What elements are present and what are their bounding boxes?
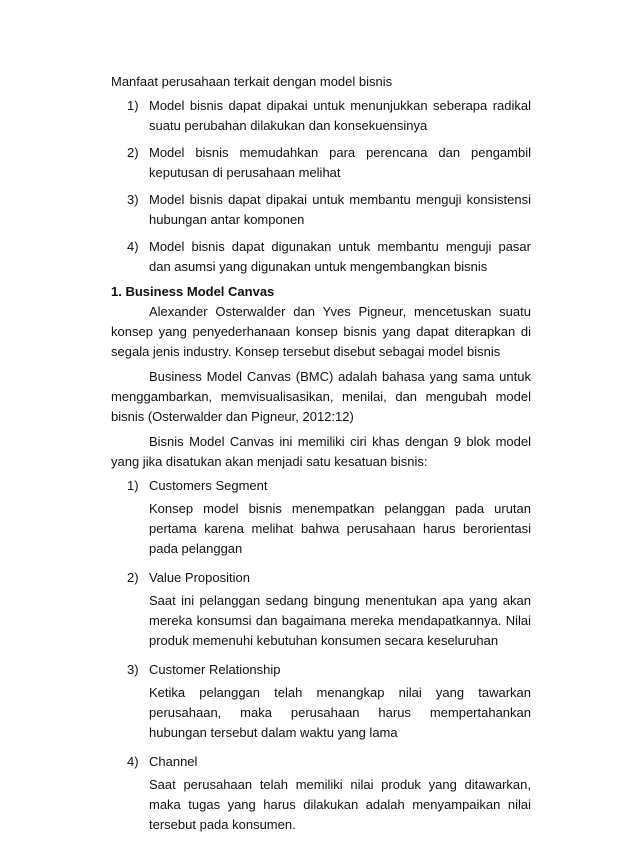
list-number: 2) <box>127 570 139 585</box>
benefit-item <box>111 190 531 230</box>
block-title: Customer Relationship <box>149 662 281 677</box>
list-number: 4) <box>127 754 139 769</box>
intro-line: Manfaat perusahaan terkait dengan model bisnis <box>111 74 393 89</box>
page-content <box>111 72 531 844</box>
block-description: Ketika pelanggan telah menangkap nilai yang tawarkan perusahaan, maka perusahaan harus mempertahankan hubungan tersebut dalam waktu yang lama <box>149 685 531 740</box>
list-number: 1) <box>127 98 139 113</box>
paragraph: Business Model Canvas (BMC) adalah bahasa yang sama untuk menggambarkan, memvisualisasikan, menilai, dan mengubah model bisnis (Osterwalder dan Pigneur, 2012:12) <box>111 369 531 424</box>
benefit-text: Model bisnis dapat dipakai untuk membantu menguji konsistensi hubungan antar komponen <box>149 192 531 227</box>
block-title: Value Proposition <box>149 570 250 585</box>
block-description: Saat ini pelanggan sedang bingung menentukan apa yang akan mereka konsumsi dan bagaimana mereka mendapatkannya. Nilai produk memenuhi kebutuhan konsumen secara keseluruhan <box>149 593 531 648</box>
section-heading: 1. Business Model Canvas <box>111 284 275 299</box>
list-number: 4) <box>127 239 139 254</box>
block-title: Channel <box>149 754 198 769</box>
canvas-blocks-list <box>111 476 531 835</box>
block-description: Saat perusahaan telah memiliki nilai produk yang ditawarkan, maka tugas yang harus dilakukan adalah menyampaikan nilai tersebut pada konsumen. <box>149 777 531 832</box>
list-number: 1) <box>127 478 139 493</box>
block-description: Konsep model bisnis menempatkan pelanggan pada urutan pertama karena melihat bahwa perusahaan harus berorientasi pada pelanggan <box>149 501 531 556</box>
list-number: 2) <box>127 145 139 160</box>
benefit-text: Model bisnis memudahkan para perencana dan pengambil keputusan di perusahaan melihat <box>149 145 531 180</box>
list-number: 3) <box>127 192 139 207</box>
canvas-block-item <box>111 752 531 835</box>
benefits-list <box>111 96 531 277</box>
benefit-text: Model bisnis dapat dipakai untuk menunjukkan seberapa radikal suatu perubahan dilakukan dan konsekuensinya <box>149 98 531 133</box>
paragraph: Alexander Osterwalder dan Yves Pigneur, mencetuskan suatu konsep yang penyederhanaan konsep bisnis yang dapat diterapkan di segala jenis industry. Konsep tersebut disebut sebagai model bisnis <box>111 304 531 359</box>
paragraph: Bisnis Model Canvas ini memiliki ciri khas dengan 9 blok model yang jika disatukan akan menjadi satu kesatuan bisnis: <box>111 434 531 469</box>
list-number: 3) <box>127 662 139 677</box>
benefit-item <box>111 96 531 136</box>
canvas-block-item <box>111 568 531 651</box>
canvas-block-item <box>111 476 531 559</box>
block-title: Customers Segment <box>149 478 268 493</box>
benefit-text: Model bisnis dapat digunakan untuk membantu menguji pasar dan asumsi yang digunakan untuk mengembangkan bisnis <box>149 239 531 274</box>
benefit-item <box>111 237 531 277</box>
benefit-item <box>111 143 531 183</box>
canvas-block-item <box>111 660 531 743</box>
